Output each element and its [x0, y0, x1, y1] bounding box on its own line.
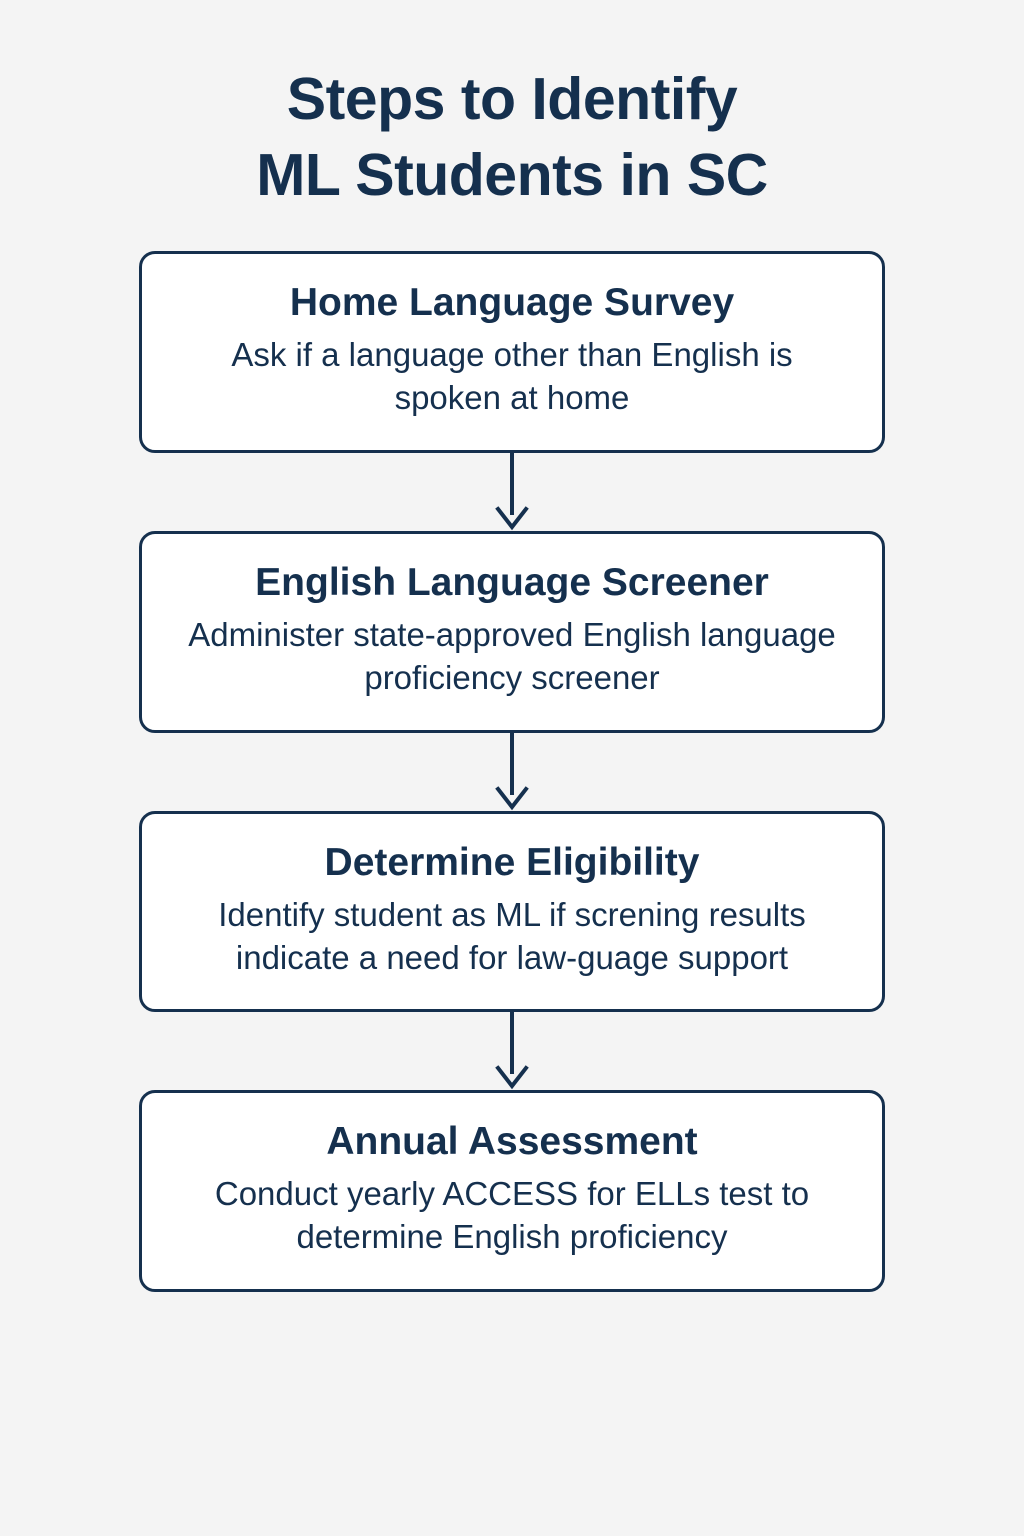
- page-title: [62, 62, 962, 213]
- step-description: Conduct yearly ACCESS for ELLs test to determine English proficiency: [214, 1175, 810, 1256]
- step-heading: Home Language Survey: [289, 281, 735, 325]
- connector-arrow-3: [492, 1012, 532, 1090]
- flow-step-english-language-screener: [139, 531, 885, 733]
- connector-arrow-2: [492, 733, 532, 811]
- arrow-down-icon: [494, 453, 530, 531]
- page-title-line-1: Steps to Identify: [286, 66, 738, 132]
- flow-step-home-language-survey: [139, 251, 885, 453]
- flow-step-determine-eligibility: [139, 811, 885, 1013]
- step-description: Identify student as ML if screning results indicate a need for law-guage support: [218, 895, 806, 976]
- step-heading: Annual Assessment: [326, 1120, 698, 1164]
- arrow-down-icon: [494, 733, 530, 811]
- step-description: Ask if a language other than English is spoken at home: [231, 336, 793, 416]
- arrow-down-icon: [494, 1012, 530, 1090]
- connector-arrow-1: [492, 453, 532, 531]
- flow-step-annual-assessment: [139, 1090, 885, 1292]
- step-heading: Determine Eligibility: [324, 840, 700, 884]
- step-description: Administer state-approved English language proficiency screener: [188, 615, 836, 696]
- flowchart: [0, 251, 1024, 1292]
- page-title-line-2: ML Students in SC: [256, 141, 768, 208]
- step-heading: English Language Screener: [255, 560, 769, 604]
